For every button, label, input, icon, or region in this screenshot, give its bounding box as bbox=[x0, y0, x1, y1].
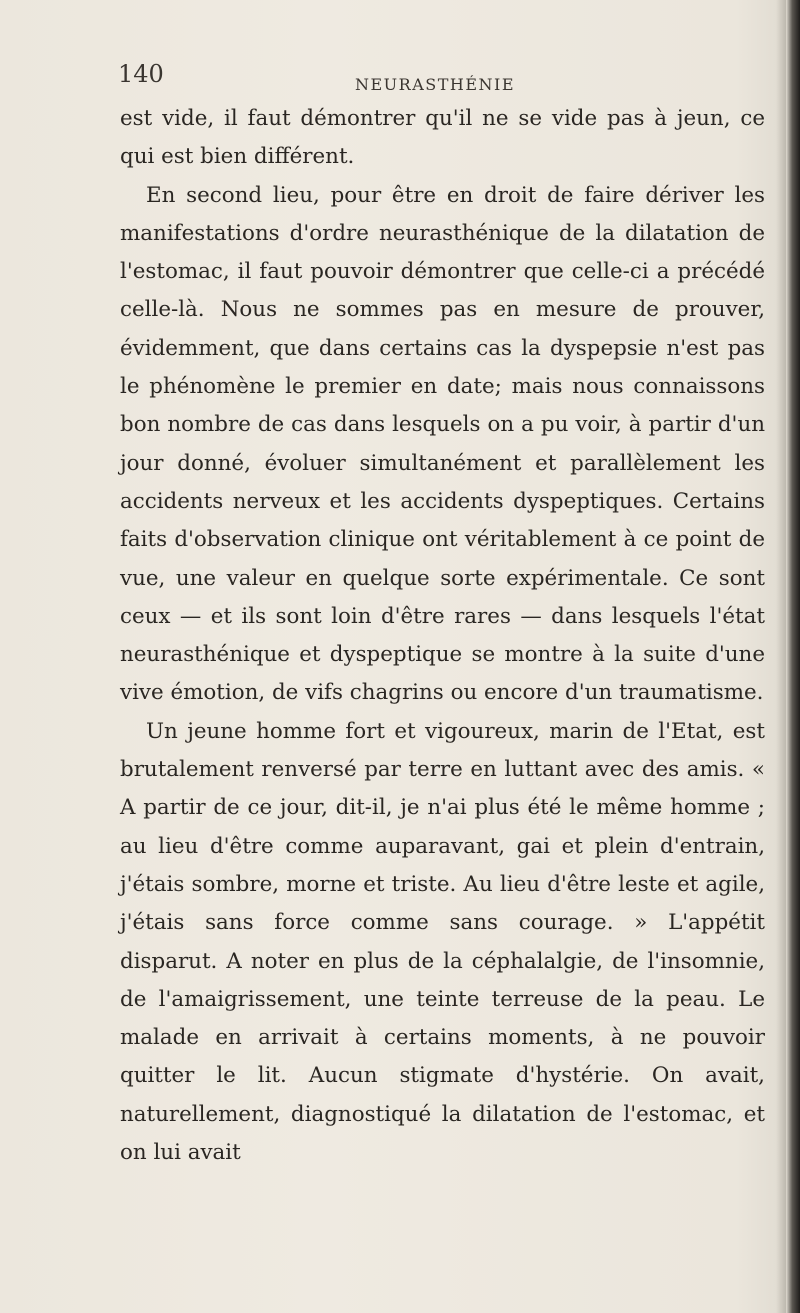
book-spine-edge bbox=[786, 0, 800, 1313]
paragraph: Un jeune homme fort et vigoureux, marin de l'Etat, est brutalement renversé par terre en luttant avec des amis. « A partir de ce jour, dit-il, je n'ai plus été le même homme ; au lieu d'être comme auparavant, gai et plein d'entrain, j'étais sombre, morne et triste. Au lieu d'être leste et agile, j'étais sans force comme sans courage. » L'appétit disparut. A noter en plus de la céphalalgie, de l'insomnie, de l'amaigrissement, une teinte terreuse de la peau. Le malade en arrivait à certains moments, à ne pouvoir quitter le lit. Aucun stigmate d'hystérie. On avait, naturellement, diagnostiqué la dilatation de l'estomac, et on lui avait bbox=[120, 718, 765, 1166]
paragraph-continuation: est vide, il faut démontrer qu'il ne se vide pas à jeun, ce qui est bien différent. bbox=[120, 106, 765, 170]
paragraph: En second lieu, pour être en droit de faire dériver les manifestations d'ordre neurasthénique de la dilatation de l'estomac, il faut pouvoir démontrer que celle-ci a précédé celle-là. Nous ne sommes pas en mesure de prouver, évidemment, que dans certains cas la dyspepsie n'est pas le phénomène le premier en date; mais nous connaissons bon nombre de cas dans lesquels on a pu voir, à partir d'un jour donné, évoluer simultanément et parallèlement les accidents nerveux et les accidents dyspeptiques. Certains faits d'observation clinique ont véritablement à ce point de vue, une valeur en quelque sorte expérimentale. Ce sont ceux — et ils sont loin d'être rares — dans lesquels l'état neurasthénique et dyspeptique se montre à la suite d'une vive émotion, de vifs chagrins ou encore d'un traumatisme. bbox=[120, 182, 765, 706]
body-text bbox=[120, 100, 765, 1172]
page-header bbox=[0, 60, 800, 100]
page-edge-shade bbox=[776, 0, 786, 1313]
running-head: NEURASTHÉNIE bbox=[355, 75, 516, 94]
page-number: 140 bbox=[118, 60, 164, 88]
